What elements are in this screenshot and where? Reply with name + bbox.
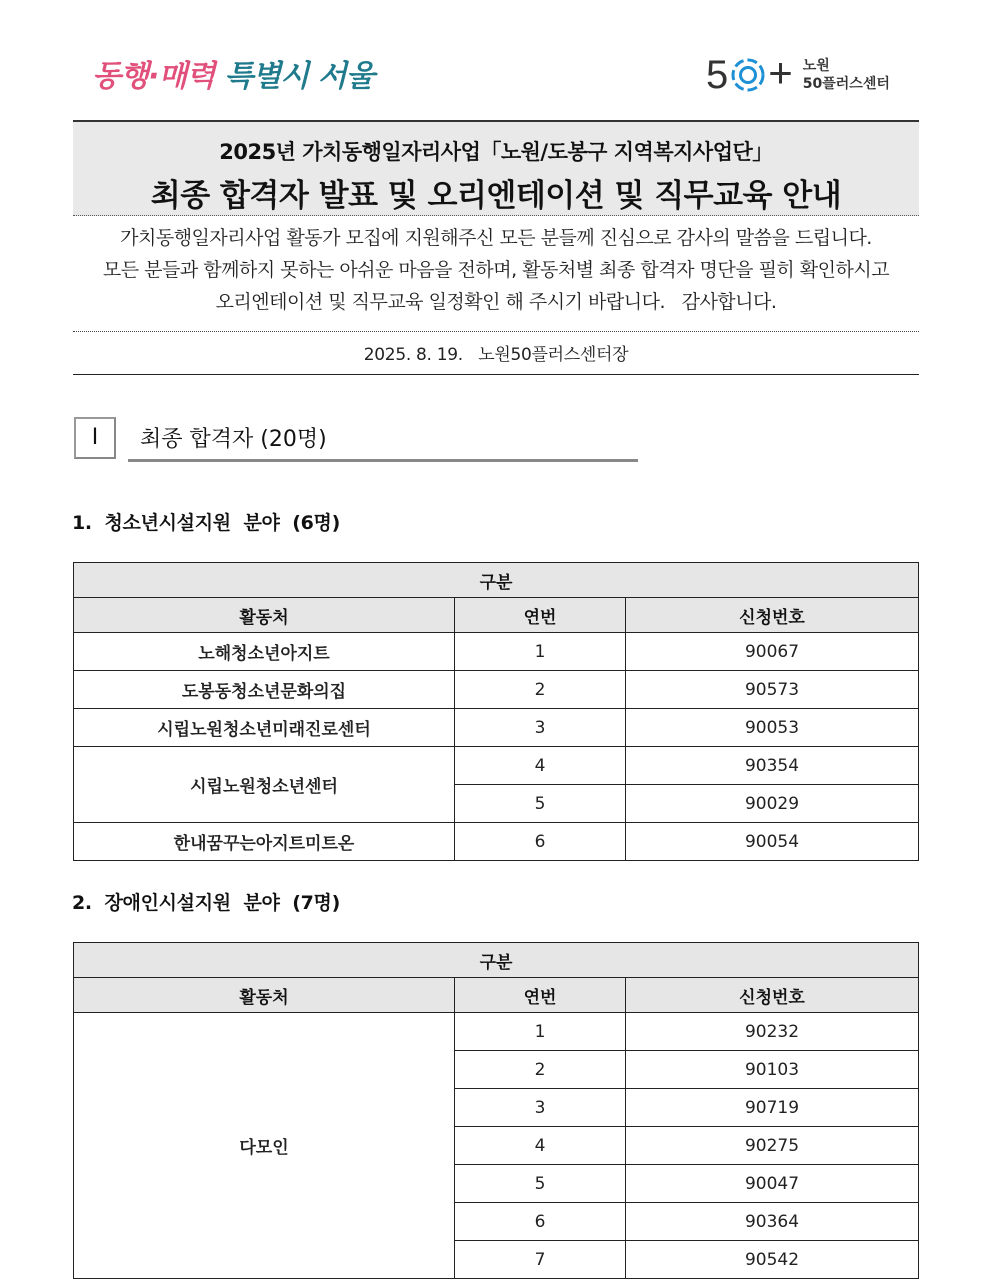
table-disability-facilities [73, 942, 919, 1279]
table1-heading: 1. 청소년시설지원 분야 (6명) [72, 512, 340, 534]
column-header-app: 신청번호 [626, 598, 919, 633]
group-header: 구분 [74, 563, 919, 598]
title-banner [73, 120, 919, 216]
logo-text [803, 57, 890, 93]
logo-number: 5 [706, 53, 729, 97]
nowon-50plus-logo [706, 49, 890, 98]
cell-no: 6 [455, 823, 626, 861]
cell-place: 노해청소년아지트 [74, 633, 455, 671]
table-row [74, 1013, 919, 1051]
cell-place: 시립노원청소년미래진로센터 [74, 709, 455, 747]
intro-paragraph [73, 222, 919, 318]
section-number-box: Ⅰ [74, 417, 116, 459]
cell-place: 시립노원청소년센터 [74, 747, 455, 823]
table-row [74, 709, 919, 747]
logo-plus: + [768, 49, 793, 96]
cell-no: 4 [455, 1127, 626, 1165]
cell-place: 한내꿈꾸는아지트미트온 [74, 823, 455, 861]
cell-app: 90364 [626, 1203, 919, 1241]
column-header-place: 활동처 [74, 598, 455, 633]
cell-place: 다모인 [74, 1013, 455, 1279]
cell-no: 3 [455, 1089, 626, 1127]
cell-app: 90103 [626, 1051, 919, 1089]
cell-no: 3 [455, 709, 626, 747]
target-ring-icon [730, 57, 766, 93]
cell-app: 90029 [626, 785, 919, 823]
table-row [74, 747, 919, 785]
cell-no: 4 [455, 747, 626, 785]
cell-no: 2 [455, 671, 626, 709]
cell-app: 90232 [626, 1013, 919, 1051]
cell-app: 90053 [626, 709, 919, 747]
table-row [74, 633, 919, 671]
cell-app: 90542 [626, 1241, 919, 1279]
table-youth-facilities [73, 562, 919, 861]
cell-no: 1 [455, 1013, 626, 1051]
cell-app: 90067 [626, 633, 919, 671]
intro-line: 오리엔테이션 및 직무교육 일정확인 해 주시기 바랍니다. 감사합니다. [215, 291, 777, 313]
cell-no: 2 [455, 1051, 626, 1089]
cell-no: 7 [455, 1241, 626, 1279]
intro-line: 가치동행일자리사업 활동가 모집에 지원해주신 모든 분들께 진심으로 감사의 말씀을 드립니다. [120, 227, 872, 249]
cell-no: 5 [455, 1165, 626, 1203]
cell-no: 5 [455, 785, 626, 823]
cell-app: 90573 [626, 671, 919, 709]
cell-place: 도봉동청소년문화의집 [74, 671, 455, 709]
cell-app: 90354 [626, 747, 919, 785]
cell-no: 1 [455, 633, 626, 671]
logo-line2: 50플러스센터 [802, 76, 890, 92]
document-title: 최종 합격자 발표 및 오리엔테이션 및 직무교육 안내 [150, 178, 842, 214]
cell-no: 6 [455, 1203, 626, 1241]
table-row [74, 823, 919, 861]
date-signature: 2025. 8. 19. 노원50플러스센터장 [363, 345, 629, 365]
dotted-divider [73, 331, 919, 332]
solid-divider [73, 374, 919, 375]
column-header-place: 활동처 [74, 978, 455, 1013]
document-subtitle: 2025년 가치동행일자리사업「노원/도봉구 지역복지사업단」 [219, 140, 773, 164]
logo-line1: 노원 [802, 58, 830, 74]
logo-left-part1: 동행·매력 [92, 59, 215, 94]
column-header-no: 연번 [455, 978, 626, 1013]
table-row [74, 671, 919, 709]
cell-app: 90047 [626, 1165, 919, 1203]
cell-app: 90054 [626, 823, 919, 861]
cell-app: 90719 [626, 1089, 919, 1127]
section-title: 최종 합격자 (20명) [140, 427, 327, 452]
column-header-app: 신청번호 [626, 978, 919, 1013]
intro-line: 모든 분들과 함께하지 못하는 아쉬운 마음을 전하며, 활동처별 최종 합격자 명단을 필히 확인하시고 [102, 259, 890, 281]
group-header: 구분 [74, 943, 919, 978]
logo-left-part2: 특별시 서울 [224, 59, 374, 94]
cell-app: 90275 [626, 1127, 919, 1165]
table2-heading: 2. 장애인시설지원 분야 (7명) [72, 892, 340, 914]
section-underline [128, 459, 638, 462]
column-header-no: 연번 [455, 598, 626, 633]
seoul-slogan-logo [92, 48, 374, 98]
